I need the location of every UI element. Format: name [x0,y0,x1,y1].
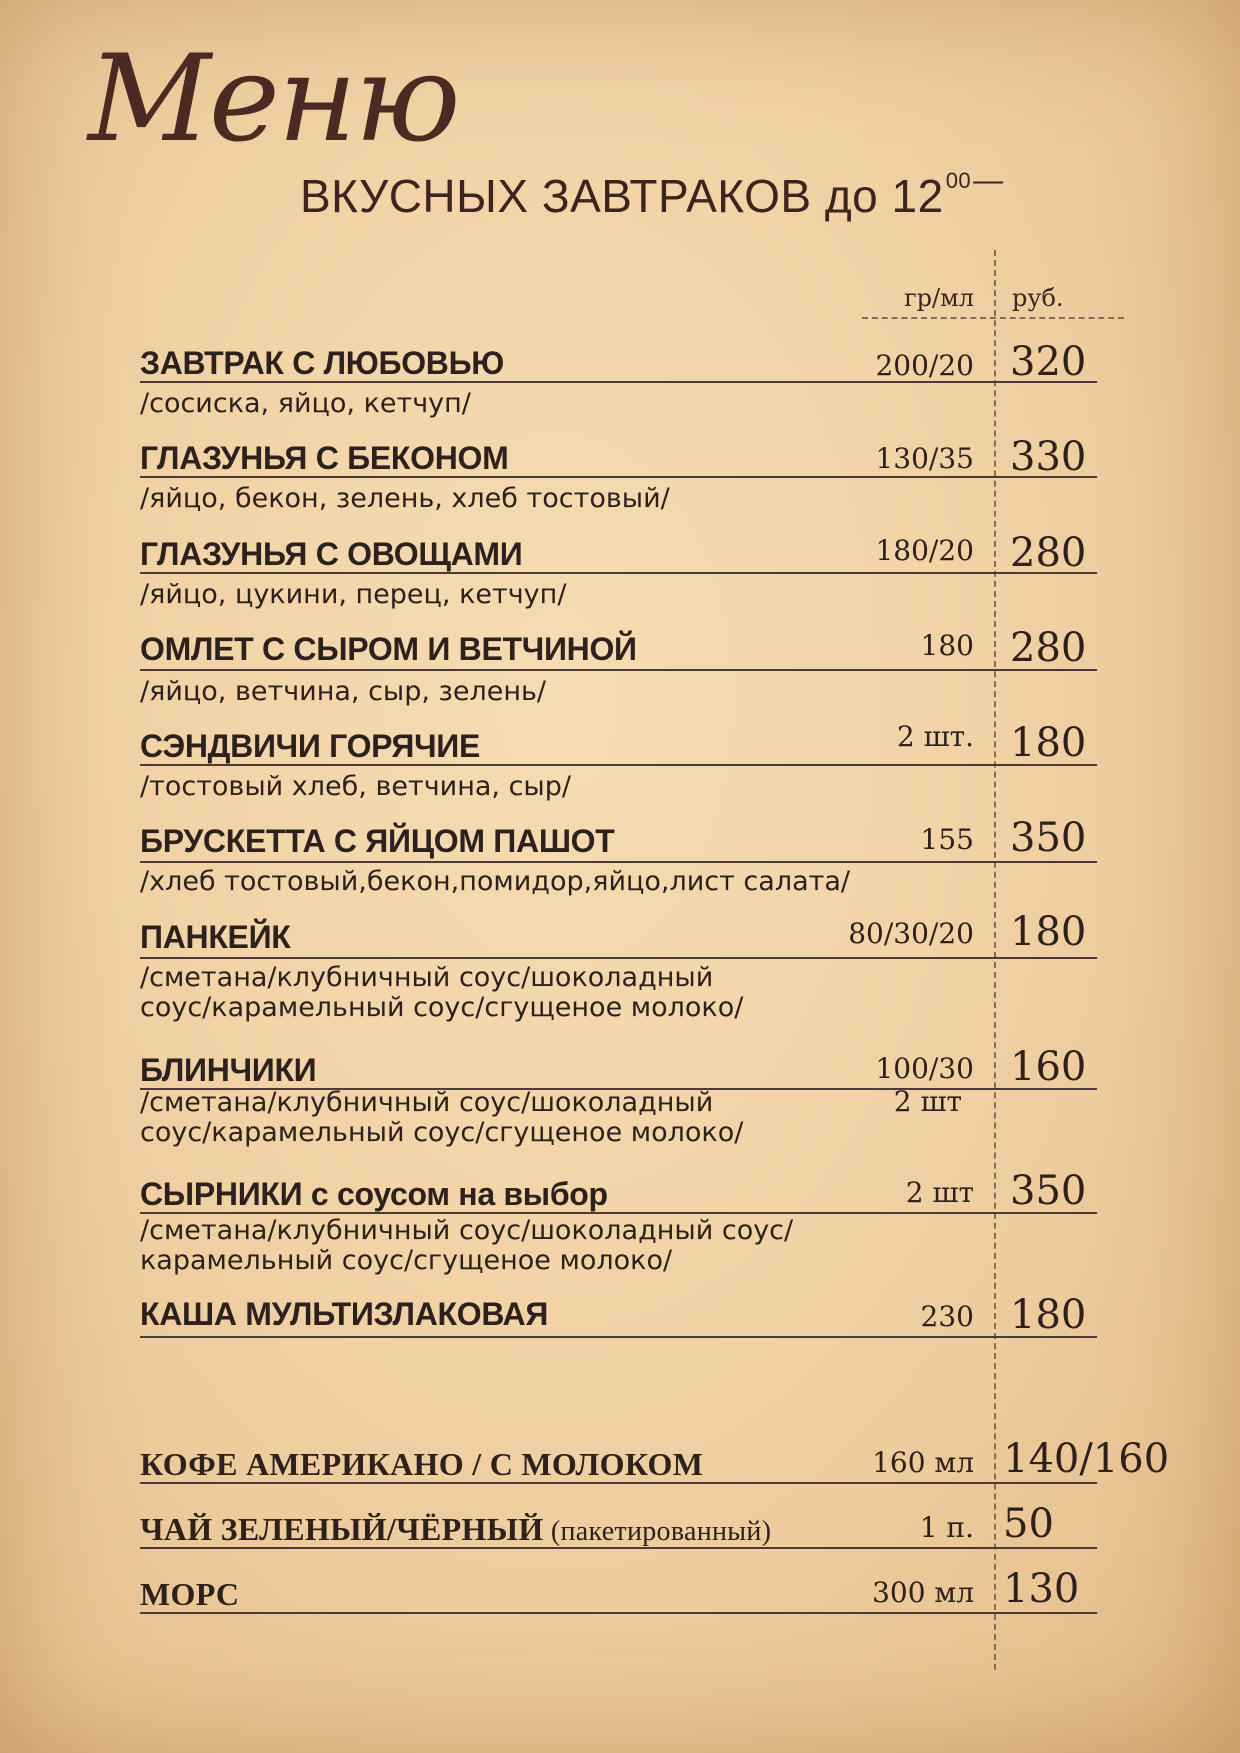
item-price: 330 [1010,434,1087,480]
drink-volume: 300 мл [872,1576,974,1609]
item-rule [140,764,1097,766]
drink-name-extra: (пакетированный) [543,1516,772,1547]
item-weight: 200/20 [875,349,974,382]
item-name: БЛИНЧИКИ [140,1052,317,1088]
item-desc: /сметана/клубничный соус/шоколадный [140,1087,714,1118]
item-rule [140,381,1097,383]
drink-rule [140,1612,1097,1614]
item-rule [140,476,1097,478]
item-desc: карамельный соус/сгущеное молоко/ [140,1245,673,1276]
item-desc: /тостовый хлеб, ветчина, сыр/ [140,771,571,802]
item-desc: /сметана/клубничный соус/шоколадный [140,962,714,993]
item-desc: /сосиска, яйцо, кетчуп/ [140,388,471,419]
item-price: 320 [1010,339,1087,385]
item-rule [140,572,1097,574]
item-rule [140,1336,1097,1338]
drink-rule [140,1547,1097,1549]
item-desc: соус/карамельный соус/сгущеное молоко/ [140,1117,744,1148]
item-name: ПАНКЕЙК [140,919,291,955]
item-desc: /яйцо, ветчина, сыр, зелень/ [140,676,547,707]
price-column-header: руб. [1012,284,1064,312]
item-rule [140,1212,1097,1214]
drink-volume: 1 п. [919,1511,974,1544]
drink-name-text: ЧАЙ ЗЕЛЕНЫЙ/ЧЁРНЫЙ [140,1511,544,1547]
item-desc: соус/карамельный соус/сгущеное молоко/ [140,992,744,1023]
item-rule [140,669,1097,671]
subtitle-dash: — [973,164,1004,197]
item-desc: /яйцо, цукини, перец, кетчуп/ [140,579,567,610]
item-name: ГЛАЗУНЬЯ С БЕКОНОМ [140,440,509,476]
drink-name-text: МОРС [140,1576,240,1612]
drink-name [140,1446,703,1483]
price-column-divider [994,250,996,1670]
menu-subtitle [300,164,1004,223]
subtitle-superscript: 00 [945,168,972,193]
item-price: 180 [1010,720,1087,766]
item-price: 350 [1010,815,1087,861]
weight-column-header: гр/мл [904,284,974,312]
drink-price: 130 [1003,1566,1080,1612]
drink-rule [140,1482,1097,1484]
item-weight: 180/20 [875,534,974,567]
drink-volume: 160 мл [872,1446,974,1479]
item-weight: 2 шт. [896,720,974,753]
item-weight: 230 [920,1300,974,1333]
item-weight: 155 [920,823,974,856]
item-weight: 2 шт [905,1176,974,1209]
item-name: СЫРНИКИ с соусом на выбор [140,1176,608,1212]
item-price: 160 [1010,1044,1087,1090]
item-name: ЗАВТРАК С ЛЮБОВЬЮ [140,345,505,381]
item-price: 180 [1010,909,1087,955]
drink-name [140,1511,771,1548]
item-price: 350 [1010,1168,1087,1214]
item-desc: /хлеб тостовый,бекон,помидор,яйцо,лист салата/ [140,866,850,897]
item-weight-secondary: 2 шт [893,1085,962,1118]
item-weight: 80/30/20 [848,917,974,950]
menu-script-title: Меню [88,30,459,169]
item-name: ОМЛЕТ С СЫРОМ И ВЕТЧИНОЙ [140,631,637,667]
drink-price: 140/160 [1003,1436,1170,1482]
drink-name [140,1576,239,1613]
item-price: 180 [1010,1292,1087,1338]
item-desc: /сметана/клубничный соус/шоколадный соус/ [140,1215,794,1246]
item-rule [140,861,1097,863]
item-weight: 100/30 [875,1052,974,1085]
item-name: БРУСКЕТТА С ЯЙЦОМ ПАШОТ [140,823,615,859]
drink-price: 50 [1003,1501,1054,1547]
column-header-underline [862,317,1124,319]
item-name: ГЛАЗУНЬЯ С ОВОЩАМИ [140,536,523,572]
subtitle-text: ВКУСНЫХ ЗАВТРАКОВ до 12 [300,170,944,222]
item-price: 280 [1010,530,1087,576]
item-name: СЭНДВИЧИ ГОРЯЧИЕ [140,728,481,764]
drink-name-text: КОФЕ АМЕРИКАНО / С МОЛОКОМ [140,1446,704,1482]
item-price: 280 [1010,625,1087,671]
item-desc: /яйцо, бекон, зелень, хлеб тостовый/ [140,483,670,514]
item-rule [140,957,1097,959]
item-name: КАША МУЛЬТИЗЛАКОВАЯ [140,1296,549,1332]
item-weight: 130/35 [875,442,974,475]
item-weight: 180 [920,629,974,662]
